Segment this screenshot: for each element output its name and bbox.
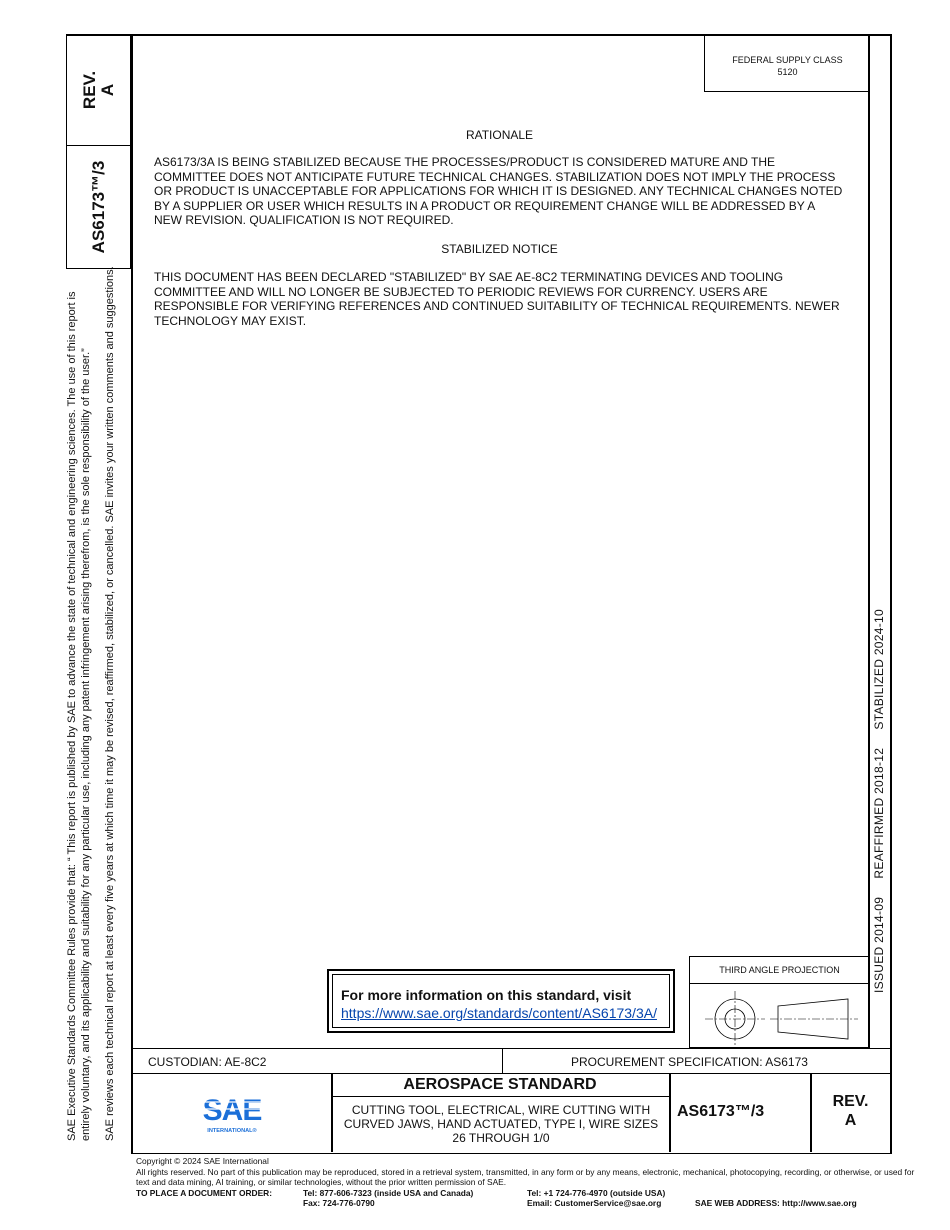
standard-type-title: AEROSPACE STANDARD [403,1076,597,1093]
title-block-rev-line2: A [844,1112,857,1129]
disclaimer-line-2: entirely voluntary, and its applicability and suitability for any particular use, including any patent infringement arising therefrom, is the sole responsibility of the user.” [80,348,92,1141]
procurement-specification-label: PROCUREMENT SPECIFICATION: AS6173 [571,1055,808,1069]
issued-date: ISSUED 2014-09 [872,896,886,993]
rights-notice: All rights reserved. No part of this publication may be reproduced, stored in a retrieval system, transmitted, in any form or by any means, electronic, mechanical, photocopying, recording, or otherwise, or used for text and data mining, AI training, or similar technologies, without the prior written permission of SAE. [136,1166,915,1187]
copyright-notice: Copyright © 2024 SAE International [136,1156,269,1166]
frame-left-border [131,34,133,1154]
standard-link[interactable]: https://www.sae.org/standards/content/AS6173/3A/ [341,1005,657,1021]
rationale-text: AS6173/3A IS BEING STABILIZED BECAUSE THE PROCESSES/PRODUCT IS CONSIDERED MATURE AND THE COMMITTEE DOES NOT ANTICIPATE FUTURE TECHNICAL CHANGES. STABILIZATION DOES NOT IMPLY THE PROCESS OR PRODUCT IS UNACCEPTABLE FOR APPLICATIONS FOR WHICH IT IS DESIGNED. ANY TECHNICAL CHANGES NOTED BY A SUPPLIER OR USER WHICH RESULTS IN A PRODUCT OR REQUIREMENT CHANGE WILL BE ADDRESSED BY A NEW REVISION. QUALIFICATION IS NOT REQUIRED. [154,155,843,227]
title-block-revision [810,1092,891,1130]
sae-logo-icon [199,1090,265,1136]
document-dates [872,609,886,993]
customer-service-email[interactable]: Email: CustomerService@sae.org [527,1198,662,1208]
svg-text:INTERNATIONAL®: INTERNATIONAL® [207,1128,257,1134]
federal-supply-class-box [704,34,870,92]
reaffirmed-date: REAFFIRMED 2018-12 [872,747,886,879]
federal-supply-class-number: 5120 [777,67,798,77]
side-rev-line1: REV. [79,70,99,110]
side-document-number: AS6173™/3 [88,160,108,254]
title-block-rev-line1: REV. [832,1093,869,1110]
footer [136,1156,926,1209]
rationale-heading: RATIONALE [465,128,534,142]
title-block [131,1074,891,1154]
side-revision-label [81,71,117,109]
federal-supply-class-label: FEDERAL SUPPLY CLASS [732,55,843,65]
stabilized-notice-text: THIS DOCUMENT HAS BEEN DECLARED "STABILIZED" BY SAE AE-8C2 TERMINATING DEVICES AND TOOLING COMMITTEE AND WILL NO LONGER BE SUBJECTED TO PERIODIC REVIEWS FOR CURRENCY. USERS ARE RESPONSIBLE FOR VERIFYING REFERENCES AND CONTINUED SUITABILITY OF TECHNICAL REQUIREMENTS. NEWER TECHNOLOGY MAY EXIST. [154,270,840,328]
phone-outside-usa: Tel: +1 724-776-4970 (outside USA) [527,1187,666,1198]
custodian-row [131,1048,891,1074]
projection-symbol-icon [690,984,870,1048]
frame-inner-right-border [868,34,870,1048]
fax-number: Fax: 724-776-0790 [303,1198,375,1208]
disclaimer-line-1: SAE Executive Standards Committee Rules provide that: “ This report is published by SAE to advance the state of technical and engineering sciences. The use of this report is [66,291,78,1141]
stabilized-date: STABILIZED 2024-10 [872,609,886,730]
title-block-document-number: AS6173™/3 [677,1103,765,1120]
projection-title: THIRD ANGLE PROJECTION [719,965,840,975]
frame-right-border [890,34,892,1154]
stabilized-notice-heading: STABILIZED NOTICE [441,242,558,256]
svg-text:SAE: SAE [202,1094,262,1127]
side-revision-box [66,34,131,145]
side-document-number-box [66,145,131,269]
order-label: TO PLACE A DOCUMENT ORDER: [136,1187,273,1198]
more-info-title: For more information on this standard, visit [341,987,632,1003]
disclaimer-line-3: SAE reviews each technical report at least every five years at which time it may be revised, reaffirmed, stabilized, or cancelled. SAE invites your written comments and suggestions. [104,266,116,1141]
side-rev-line2: A [97,83,117,97]
sae-web-address[interactable]: SAE WEB ADDRESS: http://www.sae.org [695,1198,857,1208]
third-angle-projection-box [689,956,869,1048]
more-info-box [327,969,675,1033]
custodian-label: CUSTODIAN: AE-8C2 [148,1055,267,1069]
standard-description: CUTTING TOOL, ELECTRICAL, WIRE CUTTING WITH CURVED JAWS, HAND ACTUATED, TYPE I, WIRE SIZES 26 THROUGH 1/0 [343,1103,659,1145]
phone-usa: Tel: 877-606-7323 (inside USA and Canada) [303,1187,474,1198]
